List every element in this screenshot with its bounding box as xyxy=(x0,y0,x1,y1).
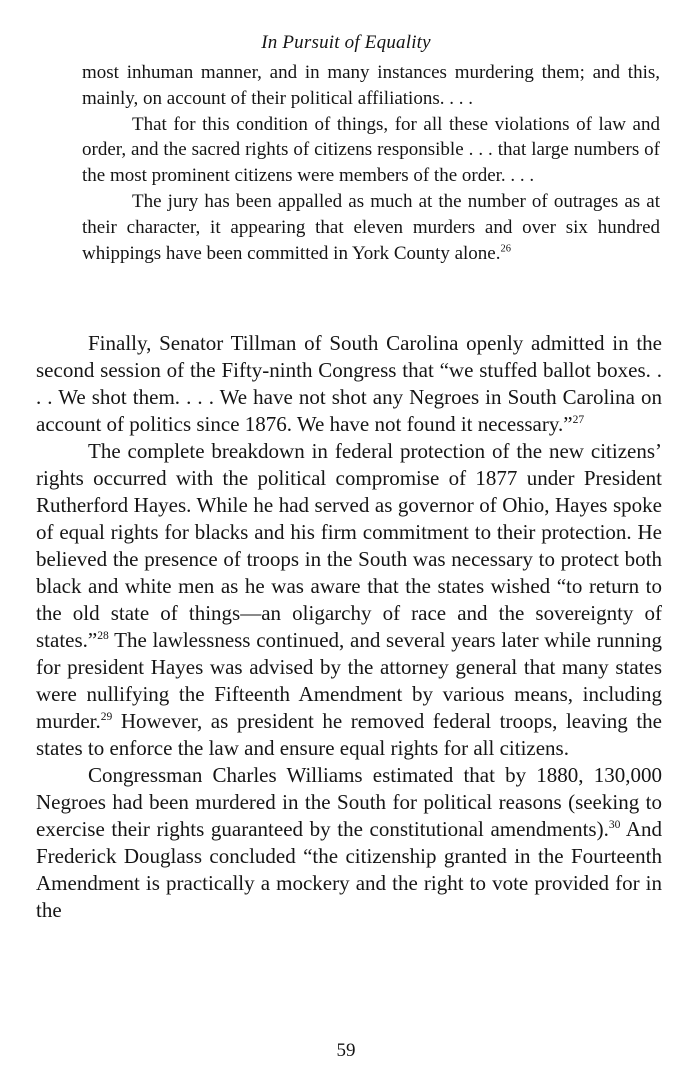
body-paragraph-3-text-b: And Frederick Douglass concluded “the citizenship granted in the Fourteenth Amendment is practically a mockery and the right to vote provided for in the xyxy=(36,817,662,922)
body-paragraph-1-text: Finally, Senator Tillman of South Carolina openly admitted in the second session of the Fifty-ninth Congress that “we stuffed ballot boxes. . . . We shot them. . . . We have not shot any Negroes in South Carolina on account of politics since 1876. We have not found it necessary.” xyxy=(36,331,662,436)
page-number: 59 xyxy=(336,1040,356,1061)
footnote-ref-27: 27 xyxy=(572,414,585,426)
body-paragraph-2-text-a: The complete breakdown in federal protection of the new citizens’ rights occurred with the political compromise of 1877 under President Rutherford Hayes. While he had served as governor of Ohio, Hayes spoke of equal rights for blacks and his firm commitment to their protection. He believed the presence of troops in the South was necessary to protect both black and white men as he was aware that the states wished “to return to the old state of things—an oligarchy of race and the sovereignty of states.” xyxy=(36,439,662,652)
body-paragraph-2 xyxy=(36,438,662,762)
block-quote xyxy=(82,60,660,266)
running-head: In Pursuit of Equality xyxy=(261,32,431,53)
quote-paragraph-3 xyxy=(82,189,660,266)
footnote-ref-28: 28 xyxy=(97,630,109,642)
footnote-ref-26: 26 xyxy=(500,243,511,255)
footnote-ref-30: 30 xyxy=(608,819,621,831)
body-paragraph-2-text-c: However, as president he removed federal troops, leaving the states to enforce the law and ensure equal rights for all citizens. xyxy=(36,709,662,760)
quote-paragraph-1-text: most inhuman manner, and in many instances murdering them; and this, mainly, on account of their political affiliations. . . . xyxy=(82,62,660,109)
quote-paragraph-1 xyxy=(82,60,660,112)
body-text xyxy=(36,330,662,924)
quote-paragraph-2 xyxy=(82,112,660,189)
footnote-ref-29: 29 xyxy=(100,711,113,723)
body-paragraph-2-text-b: The lawlessness continued, and several years later while running for president Hayes was advised by the attorney general that many states were nullifying the Fifteenth Amendment by various means, including murder. xyxy=(36,628,662,733)
body-paragraph-3 xyxy=(36,762,662,924)
body-paragraph-1 xyxy=(36,330,662,438)
body-paragraph-3-text-a: Congressman Charles Williams estimated that by 1880, 130,000 Negroes had been murdered in the South for political reasons (seeking to exercise their rights guaranteed by the constitutional amendments). xyxy=(36,763,662,841)
quote-paragraph-3-text: The jury has been appalled as much at the number of outrages as at their character, it appearing that eleven murders and over six hundred whippings have been committed in York County alone. xyxy=(82,190,660,264)
quote-paragraph-2-text: That for this condition of things, for all these violations of law and order, and the sacred rights of citizens responsible . . . that large numbers of the most prominent citizens were members of the order. . . . xyxy=(82,113,660,187)
